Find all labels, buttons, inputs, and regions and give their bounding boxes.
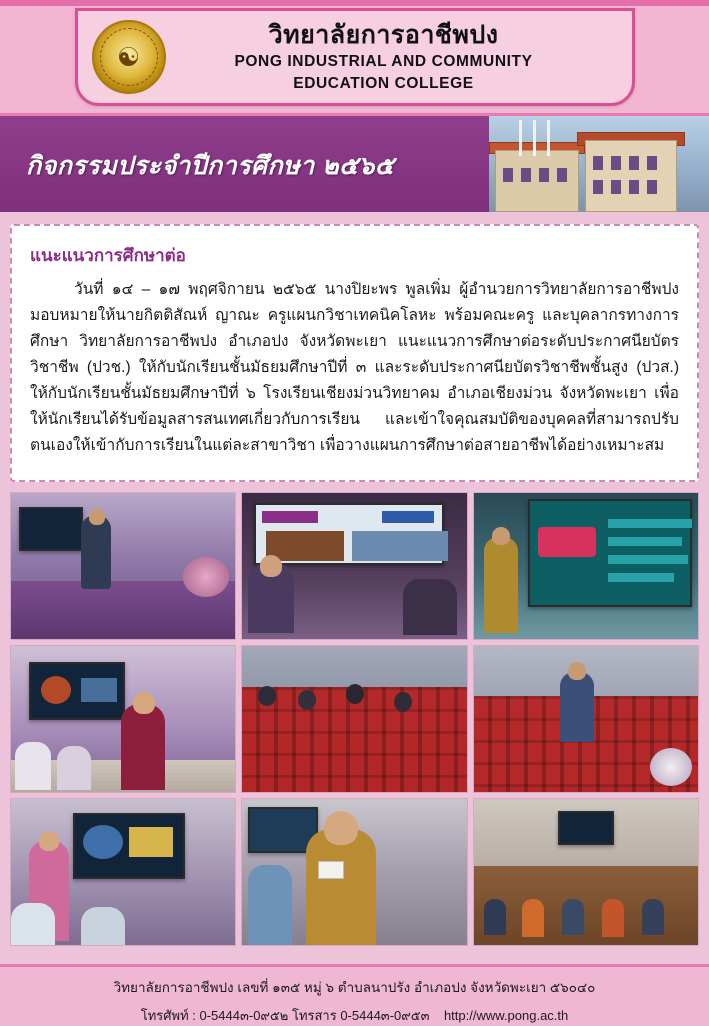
footer-website-link[interactable]: http://www.pong.ac.th (443, 1008, 569, 1023)
building-window (593, 156, 603, 170)
attendee-figure (522, 899, 544, 937)
photo-speaker-at-podium[interactable] (10, 492, 236, 640)
seal-glyph: ☯ (116, 41, 141, 72)
student-figure (81, 907, 125, 946)
teacher-figure (121, 704, 165, 790)
student-figure (15, 742, 51, 790)
attendee-figure (602, 899, 624, 937)
article-heading: แนะแนวการศึกษาต่อ (30, 246, 186, 265)
article-body: วันที่ ๑๔ – ๑๗ พฤศจิกายน ๒๕๖๕ นางปิยะพร พูลเพิ่ม ผู้อำนวยการวิทยาลัยการอาชีพปง มอบหมายให้นายกิตติสัณห์ ญาณะ ครูแผนกวิชาเทคนิคโลหะ พร้อมคณะครู และบุคลากรทางการศึกษา วิทยาลัยการอาชีพปง อำเภอปง จังหวัดพะเยา แนะแนวการศึกษาต่อระดับประกาศนียบัตรวิชาชีพ (ปวช.) ให้กับนักเรียนชั้นมัธยมศึกษาปีที่ ๓ และระดับประกาศนียบัตรวิชาชีพชั้นสูง (ปวส.) ให้กับนักเรียนชั้นมัธยมศึกษาปีที่ ๖ โรงเรียนเชียงม่วนวิทยาคม อำเภอเชียงม่วน จังหวัดพะเยา เพื่อให้นักเรียนได้รับข้อมูลสารสนเทศเกี่ยวกับการเรียน และเข้าใจคุณสมบัติของบุคคลที่สามารถปรับตนเองให้เข้ากับการเรียนในแต่ละสาขาวิชา เพื่อวางแผนการศึกษาต่อสายอาชีพได้อย่างเหมาะสม (30, 281, 679, 455)
building-window (647, 156, 657, 170)
building-window (539, 168, 549, 182)
building-window (503, 168, 513, 182)
attendee-figure (562, 899, 584, 935)
presenter-head (492, 527, 510, 545)
header-top-stripe (0, 0, 709, 6)
flag-pole (547, 120, 550, 156)
seated-person (248, 865, 292, 946)
flower-arrangement (650, 748, 692, 786)
building-window (593, 180, 603, 194)
presenter-figure (484, 537, 518, 633)
attendee-figure (642, 899, 664, 935)
attendee-figure (403, 579, 457, 635)
photo-classroom-presentation[interactable] (10, 645, 236, 793)
college-name-en-line2: EDUCATION COLLEGE (293, 75, 474, 93)
college-name-th: วิทยาลัยการอาชีพปง (268, 20, 499, 49)
photo-gallery (10, 492, 699, 946)
staff-head (324, 811, 358, 845)
building-window (521, 168, 531, 182)
presentation-screen (254, 503, 444, 565)
tv-screen (29, 662, 125, 720)
page-header (0, 0, 709, 116)
student-figure (11, 903, 55, 946)
projector-screen (19, 507, 83, 551)
document-paper (318, 861, 344, 879)
photo-presentation-slide[interactable] (241, 492, 467, 640)
speaker-head (89, 509, 105, 525)
standing-person (560, 672, 594, 742)
tv-screen (73, 813, 185, 879)
photo-teacher-presenting[interactable] (473, 492, 699, 640)
college-seal-icon (92, 20, 166, 94)
footer-address: วิทยาลัยการอาชีพปง เลขที่ ๑๓๕ หมู่ ๖ ตำบลนาปรัง อำเภอปง จังหวัดพะเยา ๕๖๐๔๐ (113, 980, 596, 995)
header-titles (166, 20, 632, 93)
attendee-head (260, 555, 282, 577)
footer-phone-fax: โทรศัพท์ : 0-5444๓-0๙๕๒ โทรสาร 0-5444๓-0๙๕๓ (140, 1008, 430, 1023)
teacher-head (39, 831, 59, 851)
student-figure (57, 746, 91, 790)
staff-figure (306, 829, 376, 946)
attendee-figure (484, 899, 506, 935)
photo-meeting-room-wide[interactable] (473, 798, 699, 946)
header-plate (75, 8, 635, 106)
building-window (647, 180, 657, 194)
photo-students-auditorium[interactable] (241, 645, 467, 793)
building-window (611, 156, 621, 170)
photo-teacher-pointing-screen[interactable] (10, 798, 236, 946)
building-main (585, 140, 677, 212)
stage-screen (558, 811, 614, 845)
college-name-en-line1: PONG INDUSTRIAL AND COMMUNITY (234, 53, 533, 71)
building-window (557, 168, 567, 182)
speaker-figure (81, 515, 111, 589)
building-window (629, 180, 639, 194)
slide-screen (528, 499, 692, 607)
building-window (611, 180, 621, 194)
meeting-tables (474, 866, 698, 945)
footer-contact-line (0, 1005, 709, 1026)
flower-arrangement (183, 557, 229, 597)
standing-person-head (568, 662, 586, 680)
page-footer (0, 964, 709, 1024)
banner-title: กิจกรรมประจำปีการศึกษา ๒๕๖๕ (26, 152, 395, 180)
photo-staff-with-document[interactable] (241, 798, 467, 946)
building-window (629, 156, 639, 170)
college-building-photo (489, 116, 709, 212)
flag-pole (519, 120, 522, 156)
photo-audience-seated[interactable] (473, 645, 699, 793)
flag-pole (533, 120, 536, 156)
teacher-head (133, 692, 155, 714)
article-card (10, 224, 699, 482)
activity-banner (0, 116, 709, 212)
